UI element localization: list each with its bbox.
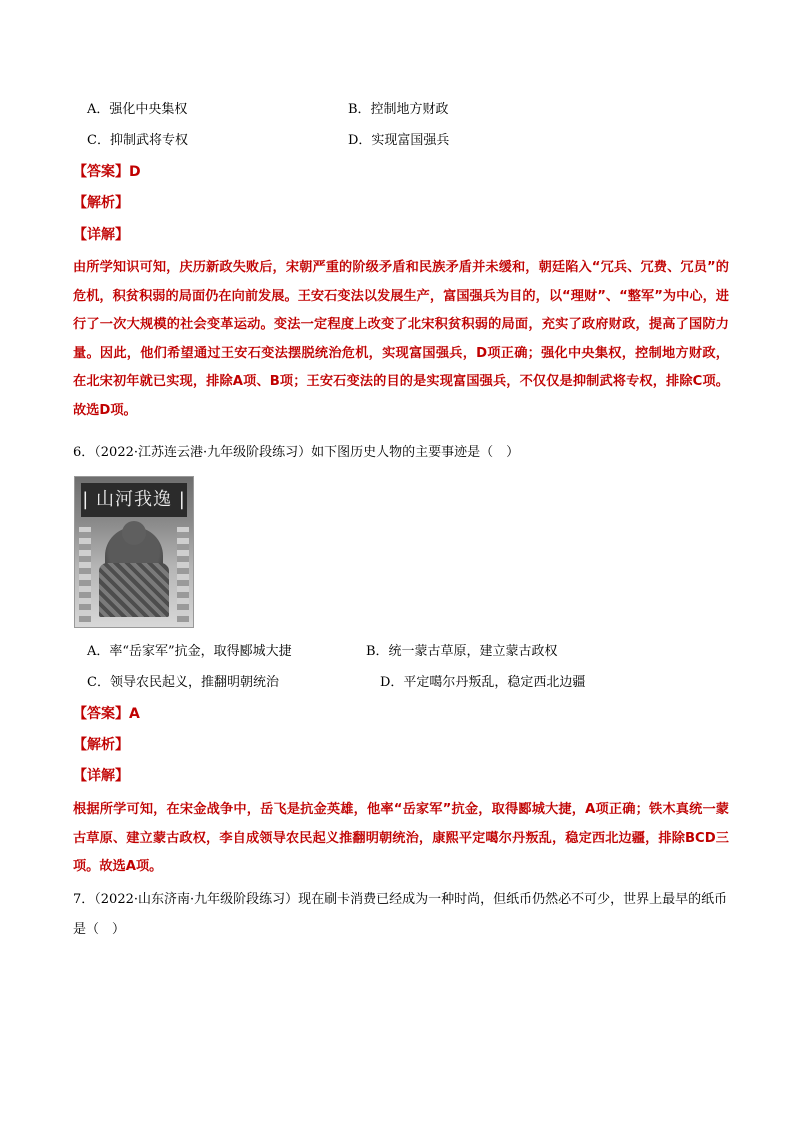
temple-plaque: | 山河我逸 | [81,483,187,517]
q5-analysis-tag [73,193,129,214]
statue-robe [99,563,169,617]
q5-detail-text: 由所学知识可知，庆历新政失败后，宋朝严重的阶级矛盾和民族矛盾并未缓和，朝廷陷入“冗兵、冗费、冗员”的危机，积贫积弱的局面仍在向前发展。王安石变法以发展生产，富国强兵为目的，以“理财”、“整军”为中心，进行了一次大规模的社会变革运动。变法一定程度上改变了北宋积贫积弱的局面，充实了政府财政，提高了国防力量。因此，他们希望通过王安石变法摆脱统治危机，实现富国强兵，D项正确；强化中央集权，控制地方财政，在北宋初年就已实现，排除A项、B项；王安石变法的目的是实现富国强兵，不仅仅是抑制武将专权，排除C项。故选D项。 [73,260,729,418]
q5-option-a: A．强化中央集权 [87,102,188,117]
q7-stem: 7．（2022·山东济南·九年级阶段练习）现在刷卡消费已经成为一种时尚，但纸币仍然必不可少，世界上最早的纸币是（ ） [73,892,728,937]
q6-answer-tag: 【答案】 [73,706,129,722]
q6-option-a: A．率“岳家军”抗金，取得郾城大捷 [87,644,292,659]
decor-pattern-left [79,527,91,622]
q5-detail-label: 【详解】 [73,227,129,243]
q6-detail-label: 【详解】 [73,768,129,784]
q6-analysis-label: 【解析】 [73,737,129,753]
q5-option-c: C．抑制武将专权 [87,133,188,148]
yue-fei-statue-photo [74,476,194,628]
decor-pattern-right [177,527,189,622]
q6-answer [73,704,140,725]
q6-answer-value: A [129,706,140,722]
q6-option-b: B．统一蒙古草原，建立蒙古政权 [366,644,558,659]
q5-answer-value: D [129,164,141,180]
q5-analysis-label: 【解析】 [73,195,129,211]
statue-head [122,521,146,545]
q6-option-d: D．平定噶尔丹叛乱，稳定西北边疆 [380,675,586,690]
q5-option-d: D．实现富国强兵 [348,133,450,148]
q5-detail-tag [73,225,129,246]
q5-option-b: B．控制地方财政 [348,102,449,117]
q5-answer-tag: 【答案】 [73,164,129,180]
q6-detail-text: 根据所学可知，在宋金战争中，岳飞是抗金英雄，他率“岳家军”抗金，取得郾城大捷，A项正确；铁木真统一蒙古草原、建立蒙古政权，李自成领导农民起义推翻明朝统治，康熙平定噶尔丹叛乱，稳定西北边疆，排除BCD三项。故选A项。 [73,802,729,875]
q6-analysis-tag [73,735,129,756]
q6-stem: 6．（2022·江苏连云港·九年级阶段练习）如下图历史人物的主要事迹是（ ） [73,445,520,460]
q6-option-c: C．领导农民起义，推翻明朝统治 [87,675,279,690]
q5-answer [73,162,141,183]
q6-detail-tag [73,766,129,787]
